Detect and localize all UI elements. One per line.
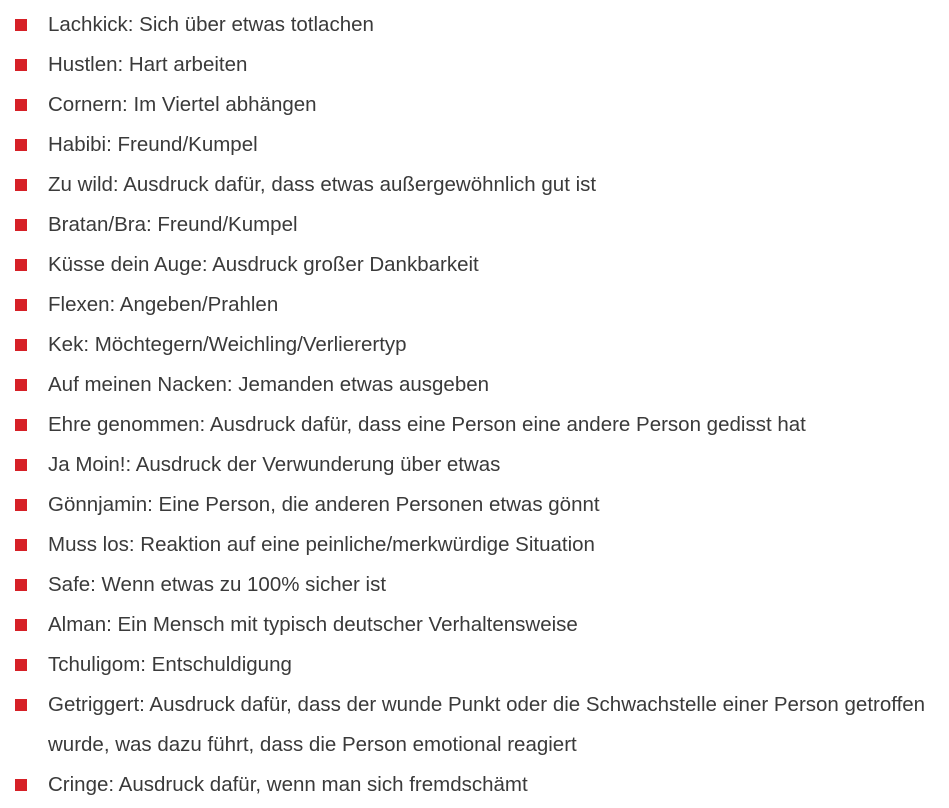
list-item	[0, 605, 949, 645]
list-item-text: Lachkick: Sich über etwas totlachen	[48, 13, 374, 36]
square-bullet-icon	[15, 259, 27, 271]
square-bullet-icon	[15, 99, 27, 111]
list-item-text: Cornern: Im Viertel abhängen	[48, 93, 317, 116]
square-bullet-icon	[15, 459, 27, 471]
list-item	[0, 45, 949, 85]
list-item-text: Küsse dein Auge: Ausdruck großer Dankbarkeit	[48, 253, 479, 276]
list-item	[0, 165, 949, 205]
list-item-text: Habibi: Freund/Kumpel	[48, 133, 258, 156]
list-item	[0, 765, 949, 805]
list-item-text: Safe: Wenn etwas zu 100% sicher ist	[48, 573, 387, 596]
list-item-text: Bratan/Bra: Freund/Kumpel	[48, 213, 298, 236]
list-item-text: Hustlen: Hart arbeiten	[48, 53, 248, 76]
square-bullet-icon	[15, 219, 27, 231]
square-bullet-icon	[15, 419, 27, 431]
square-bullet-icon	[15, 379, 27, 391]
list-item-text: Muss los: Reaktion auf eine peinliche/merkwürdige Situation	[48, 533, 595, 556]
square-bullet-icon	[15, 619, 27, 631]
list-item-text: Gönnjamin: Eine Person, die anderen Personen etwas gönnt	[48, 493, 600, 516]
list-item	[0, 565, 949, 605]
list-item	[0, 525, 949, 565]
list-item-text: Kek: Möchtegern/Weichling/Verlierertyp	[48, 333, 407, 356]
list-item	[0, 405, 949, 445]
square-bullet-icon	[15, 59, 27, 71]
list-item	[0, 245, 949, 285]
list-item-text: Ehre genommen: Ausdruck dafür, dass eine Person eine andere Person gedisst hat	[48, 413, 806, 436]
square-bullet-icon	[15, 779, 27, 791]
square-bullet-icon	[15, 499, 27, 511]
list-item	[0, 85, 949, 125]
square-bullet-icon	[15, 299, 27, 311]
list-item-text: Getriggert: Ausdruck dafür, dass der wunde Punkt oder die Schwachstelle einer Person getroffen wurde, was dazu führt, dass die Person emotional reagiert	[48, 693, 926, 756]
list-item	[0, 285, 949, 325]
square-bullet-icon	[15, 179, 27, 191]
list-item	[0, 645, 949, 685]
square-bullet-icon	[15, 699, 27, 711]
list-item-text: Ja Moin!: Ausdruck der Verwunderung über etwas	[48, 453, 501, 476]
slang-list	[0, 5, 949, 805]
list-item-text: Flexen: Angeben/Prahlen	[48, 293, 279, 316]
square-bullet-icon	[15, 539, 27, 551]
square-bullet-icon	[15, 659, 27, 671]
square-bullet-icon	[15, 139, 27, 151]
list-item	[0, 125, 949, 165]
square-bullet-icon	[15, 579, 27, 591]
list-item	[0, 445, 949, 485]
list-item-text: Alman: Ein Mensch mit typisch deutscher Verhaltensweise	[48, 613, 578, 636]
list-item	[0, 205, 949, 245]
list-item	[0, 685, 949, 765]
list-item	[0, 485, 949, 525]
list-item-text: Auf meinen Nacken: Jemanden etwas ausgeben	[48, 373, 490, 396]
list-item	[0, 325, 949, 365]
list-item-text: Cringe: Ausdruck dafür, wenn man sich fremdschämt	[48, 773, 528, 796]
square-bullet-icon	[15, 339, 27, 351]
list-item	[0, 5, 949, 45]
list-item	[0, 365, 949, 405]
list-item-text: Zu wild: Ausdruck dafür, dass etwas außergewöhnlich gut ist	[48, 173, 597, 196]
square-bullet-icon	[15, 19, 27, 31]
list-item-text: Tchuligom: Entschuldigung	[48, 653, 292, 676]
